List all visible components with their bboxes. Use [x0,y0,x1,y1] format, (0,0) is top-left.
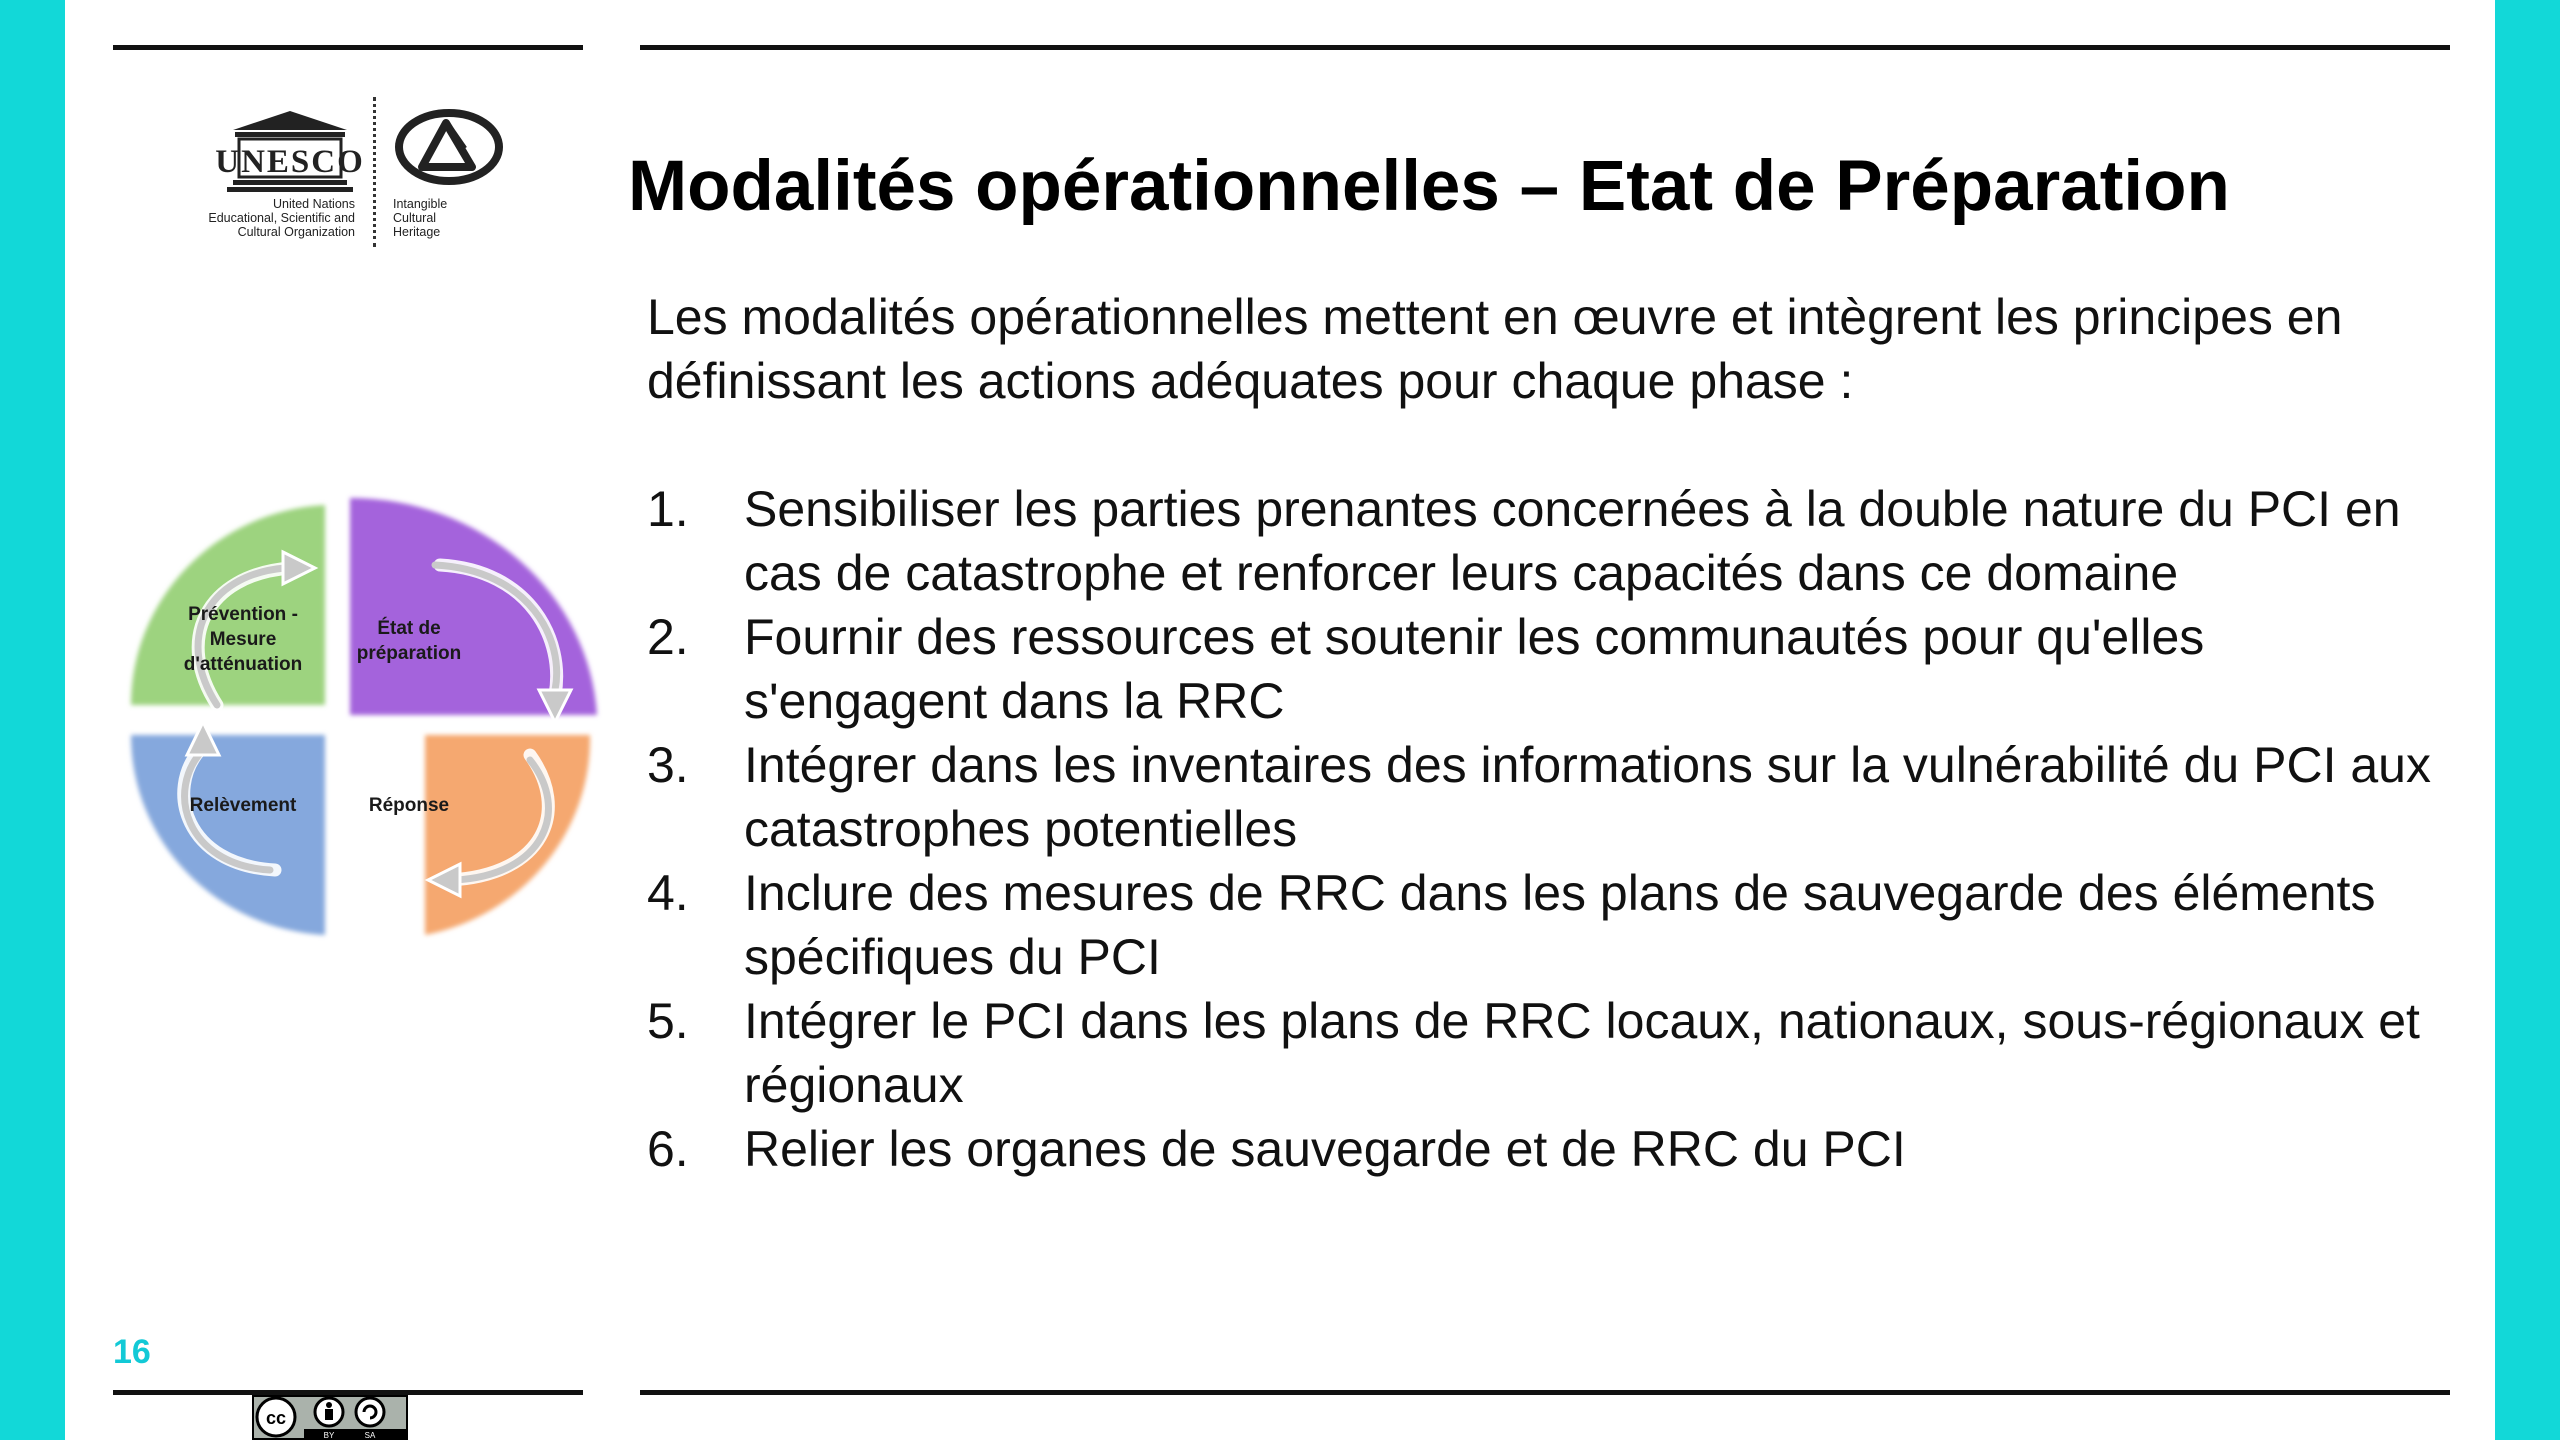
quadrant-label: Mesure [209,629,277,650]
intangible-heritage-icon [392,107,507,187]
list-item [647,477,2437,605]
item-text: Sensibiliser les parties prenantes concernées à la double nature du PCI en cas de catastrophe et renforcer leurs capacités dans ce domaine [744,481,2401,601]
slide-number: 16 [113,1333,151,1371]
slide-title: Modalités opérationnelles – Etat de Préparation [628,147,2230,226]
quadrant-response [425,735,590,935]
ich-name [393,197,523,239]
bottom-right-rule [640,1390,2450,1395]
quadrant-label: d'atténuation [183,654,303,675]
item-text: Inclure des mesures de RRC dans les plans de sauvegarde des éléments spécifiques du PCI [744,865,2376,985]
top-right-rule [640,45,2450,50]
item-number: 6. [647,1121,689,1177]
cc-license-badge-icon [252,1395,408,1440]
item-number: 1. [647,481,689,537]
list-item [647,861,2437,989]
item-number: 5. [647,993,689,1049]
disaster-cycle-diagram [125,490,645,960]
list-item [647,1117,2437,1181]
svg-text:BY: BY [323,1431,335,1440]
intro-paragraph: Les modalités opérationnelles mettent en œuvre et intègrent les principes en définissant les actions adéquates pour chaque phase : [647,289,2343,409]
quadrant-recovery [131,735,325,935]
list-item [647,605,2437,733]
item-number: 4. [647,865,689,921]
item-text: Relier les organes de sauvegarde et de RRC du PCI [744,1121,1906,1177]
item-number: 3. [647,737,689,793]
quadrant-label: Relèvement [189,795,297,816]
ich-line: Heritage [393,225,441,239]
item-number: 2. [647,609,689,665]
list-item [647,989,2437,1117]
item-text: Fournir des ressources et soutenir les communautés pour qu'elles s'engagent dans la RRC [744,609,2205,729]
unesco-line: United Nations [273,197,355,211]
svg-text:SA: SA [364,1431,376,1440]
quadrant-label: État de [377,618,441,639]
unesco-temple-icon [215,108,365,193]
unesco-name [110,197,355,239]
svg-text:cc: cc [265,1408,287,1428]
quadrant-label: Prévention - [188,604,298,625]
slide [65,0,2495,1440]
list-item [647,733,2437,861]
item-text: Intégrer dans les inventaires des informations sur la vulnérabilité du PCI aux catastrophes potentielles [744,737,2431,857]
unesco-line: Educational, Scientific and [208,211,355,225]
item-text: Intégrer le PCI dans les plans de RRC locaux, nationaux, sous-régionaux et régionaux [744,993,2420,1113]
svg-text:UNESCO: UNESCO [215,144,365,180]
points-list [647,477,2437,1181]
unesco-line: Cultural Organization [237,225,355,239]
quadrant-label: préparation [356,643,462,664]
logo-divider [373,97,376,247]
top-left-rule [113,45,583,50]
unesco-ich-logo [110,92,530,252]
ich-line: Intangible [393,197,448,211]
ich-line: Cultural [393,211,437,225]
quadrant-label: Réponse [368,795,450,816]
